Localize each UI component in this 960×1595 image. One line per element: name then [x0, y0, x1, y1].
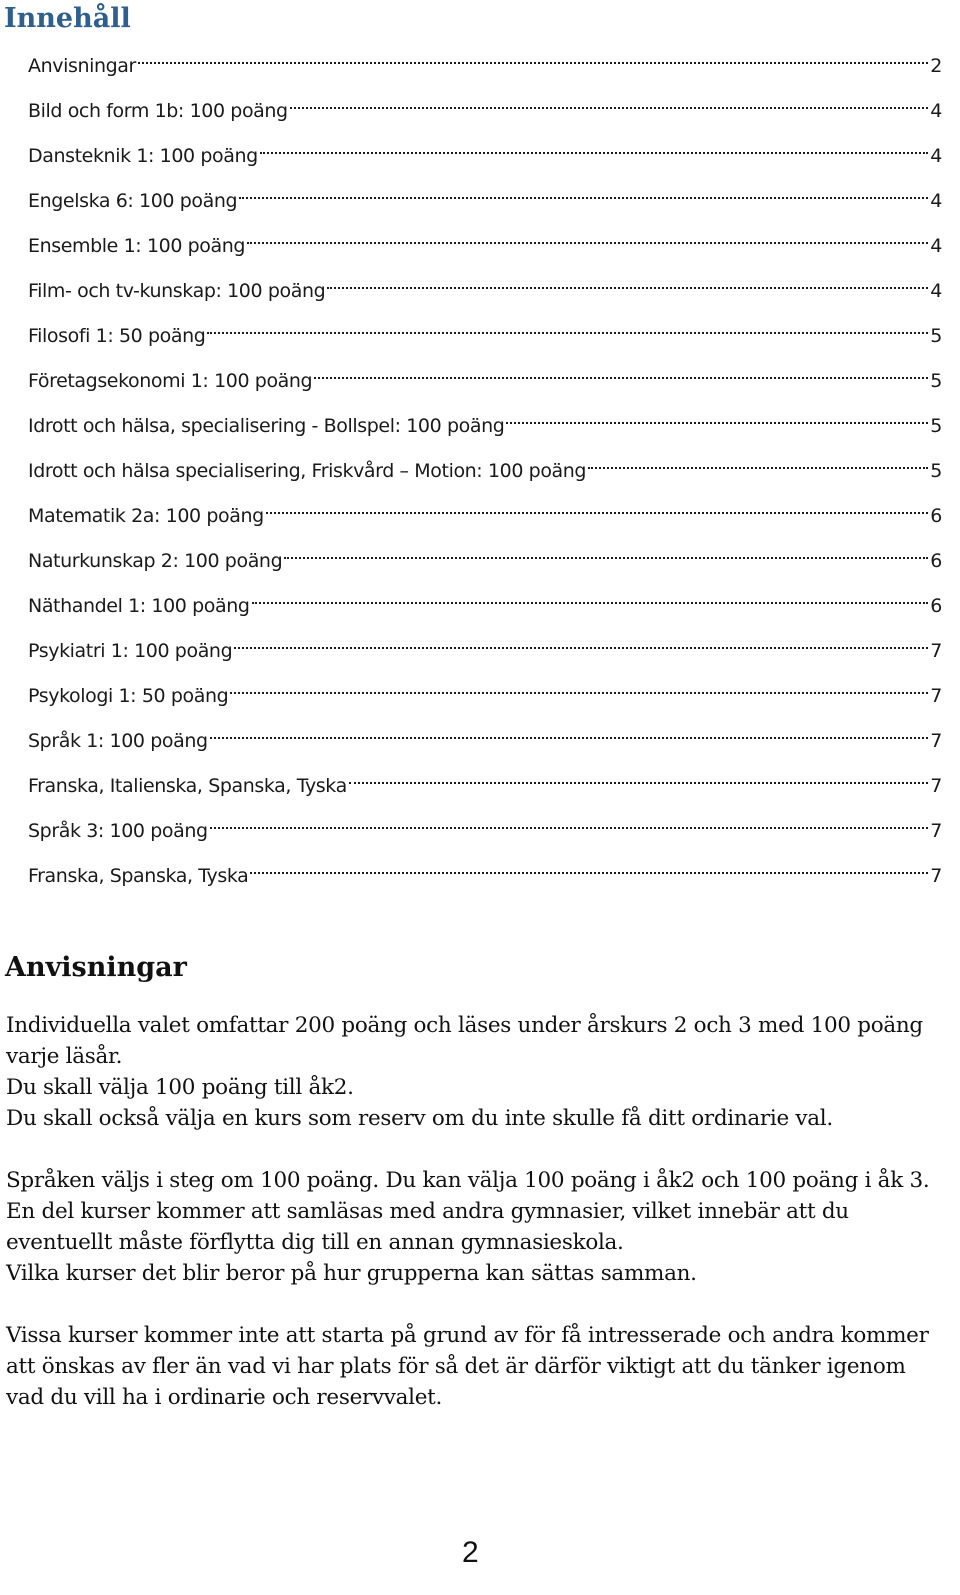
toc-entry-page: 6: [930, 505, 942, 527]
toc-entry-page: 2: [930, 55, 942, 77]
toc-entry-label: Filosofi 1: 50 poäng: [28, 325, 206, 347]
toc-entry[interactable]: [28, 762, 942, 807]
toc-entry-label: Psykiatri 1: 100 poäng: [28, 640, 233, 662]
toc-entry[interactable]: [28, 87, 942, 132]
toc-entry-page: 4: [930, 145, 942, 167]
toc-entry-page: 5: [930, 415, 942, 437]
toc-leader-dots: [266, 492, 928, 522]
toc-leader-dots: [234, 627, 928, 657]
toc-entry-page: 5: [930, 325, 942, 347]
toc-entry-label: Naturkunskap 2: 100 poäng: [28, 550, 283, 572]
body-paragraph: Vissa kurser kommer inte att starta på grund av för få intresserade och andra kommer att önskas av fler än vad vi har plats för så det är därför viktigt att du tänker igenom vad du vill ha i ordinarie och reservvalet.: [6, 1323, 929, 1410]
toc-entry-page: 7: [930, 820, 942, 842]
toc-entry-label: Franska, Spanska, Tyska: [28, 865, 249, 887]
toc-entry-page: 4: [930, 235, 942, 257]
toc-leader-dots: [260, 132, 929, 162]
toc-entry[interactable]: [28, 672, 942, 717]
toc-entry-page: 6: [930, 595, 942, 617]
toc-leader-dots: [210, 807, 929, 837]
toc-entry-label: Bild och form 1b: 100 poäng: [28, 100, 288, 122]
toc-entry-page: 7: [930, 640, 942, 662]
toc-entry[interactable]: [28, 357, 942, 402]
toc-entry-label: Språk 1: 100 poäng: [28, 730, 208, 752]
toc-entry-label: Matematik 2a: 100 poäng: [28, 505, 264, 527]
toc-leader-dots: [230, 672, 928, 702]
toc-entry-page: 5: [930, 370, 942, 392]
body-paragraph: Vilka kurser det blir beror på hur grupperna kan sättas samman.: [6, 1261, 697, 1286]
toc-entry-label: Engelska 6: 100 poäng: [28, 190, 238, 212]
toc-entry-label: Film- och tv-kunskap: 100 poäng: [28, 280, 326, 302]
toc-leader-dots: [506, 402, 928, 432]
toc-leader-dots: [252, 582, 929, 612]
toc-leader-dots: [588, 447, 928, 477]
toc-entry[interactable]: [28, 177, 942, 222]
toc-entry-page: 7: [930, 865, 942, 887]
toc-entry[interactable]: [28, 717, 942, 762]
table-of-contents: [28, 42, 942, 897]
toc-entry[interactable]: [28, 132, 942, 177]
body-paragraph: Du skall också välja en kurs som reserv om du inte skulle få ditt ordinarie val.: [6, 1106, 833, 1131]
toc-leader-dots: [207, 312, 928, 342]
toc-entry[interactable]: [28, 492, 942, 537]
toc-entry[interactable]: [28, 267, 942, 312]
toc-leader-dots: [349, 762, 928, 792]
toc-entry[interactable]: [28, 312, 942, 357]
toc-leader-dots: [290, 87, 929, 117]
toc-entry-page: 6: [930, 550, 942, 572]
section-heading: Anvisningar: [5, 952, 187, 983]
toc-entry-label: Dansteknik 1: 100 poäng: [28, 145, 258, 167]
toc-leader-dots: [250, 852, 928, 882]
toc-leader-dots: [138, 42, 928, 72]
toc-entry[interactable]: [28, 852, 942, 897]
toc-entry-label: Språk 3: 100 poäng: [28, 820, 208, 842]
toc-entry[interactable]: [28, 537, 942, 582]
toc-entry[interactable]: [28, 447, 942, 492]
toc-leader-dots: [327, 267, 928, 297]
toc-entry[interactable]: [28, 222, 942, 267]
body-paragraph: Du skall välja 100 poäng till åk2.: [6, 1075, 354, 1100]
toc-entry-label: Företagsekonomi 1: 100 poäng: [28, 370, 313, 392]
toc-entry[interactable]: [28, 42, 942, 87]
toc-entry-label: Franska, Italienska, Spanska, Tyska: [28, 775, 347, 797]
body-paragraph: Språken väljs i steg om 100 poäng. Du kan välja 100 poäng i åk2 och 100 poäng i åk 3.: [6, 1168, 930, 1193]
toc-entry-label: Idrott och hälsa specialisering, Friskvård – Motion: 100 poäng: [28, 460, 587, 482]
toc-leader-dots: [210, 717, 929, 747]
toc-entry[interactable]: [28, 807, 942, 852]
toc-entry[interactable]: [28, 627, 942, 672]
toc-entry[interactable]: [28, 582, 942, 627]
toc-entry-label: Idrott och hälsa, specialisering - Bollspel: 100 poäng: [28, 415, 505, 437]
body-paragraph: En del kurser kommer att samläsas med andra gymnasier, vilket innebär att du eventuellt måste förflytta dig till en annan gymnasieskola.: [6, 1199, 849, 1255]
toc-entry-page: 4: [930, 190, 942, 212]
page-number: 2: [462, 1536, 479, 1569]
toc-entry-label: Psykologi 1: 50 poäng: [28, 685, 229, 707]
toc-leader-dots: [284, 537, 928, 567]
toc-entry-page: 7: [930, 730, 942, 752]
toc-entry-page: 5: [930, 460, 942, 482]
paragraph-spacer: [6, 1134, 946, 1165]
toc-entry[interactable]: [28, 402, 942, 447]
toc-title: Innehåll: [4, 3, 131, 34]
toc-entry-page: 7: [930, 685, 942, 707]
toc-entry-page: 4: [930, 100, 942, 122]
toc-entry-label: Näthandel 1: 100 poäng: [28, 595, 250, 617]
toc-leader-dots: [247, 222, 928, 252]
toc-entry-page: 4: [930, 280, 942, 302]
paragraph-spacer: [6, 1289, 946, 1320]
body-paragraph: Individuella valet omfattar 200 poäng och läses under årskurs 2 och 3 med 100 poäng varje läsår.: [6, 1013, 923, 1069]
toc-leader-dots: [239, 177, 928, 207]
toc-leader-dots: [314, 357, 928, 387]
toc-entry-label: Anvisningar: [28, 55, 136, 77]
toc-entry-page: 7: [930, 775, 942, 797]
section-body: [6, 1010, 946, 1413]
toc-entry-label: Ensemble 1: 100 poäng: [28, 235, 246, 257]
